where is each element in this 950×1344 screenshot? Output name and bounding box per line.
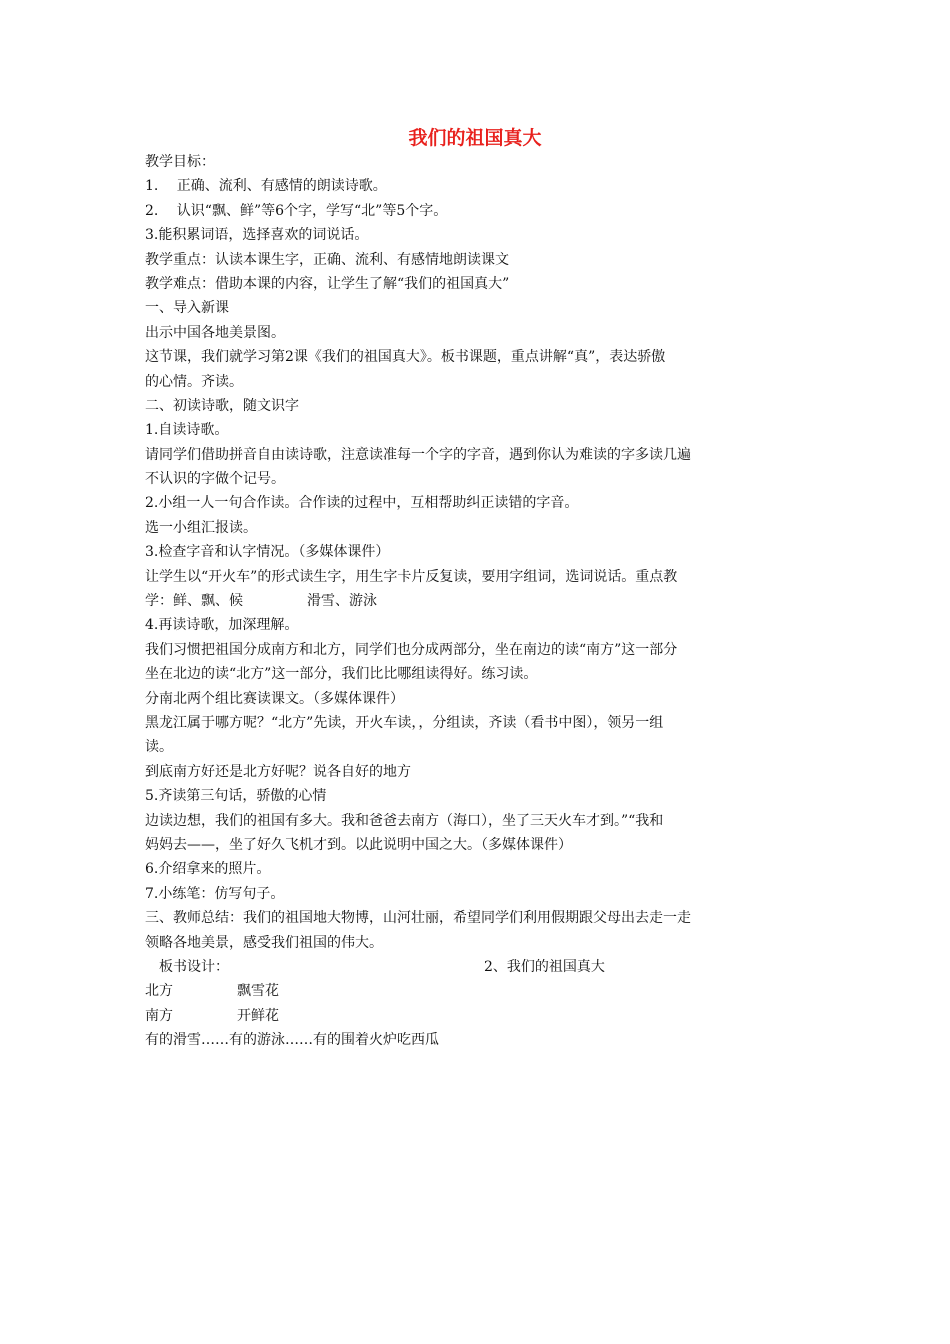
board-last-line: 有的滑雪……有的游泳……有的围着火炉吃西瓜: [145, 1032, 439, 1049]
text-line: 出示中国各地美景图。: [145, 324, 285, 341]
text-line: 读。: [145, 739, 173, 756]
text-line: 领略各地美景，感受我们祖国的伟大。: [145, 934, 383, 951]
board-header-line: [145, 955, 810, 979]
text-line: 教学难点：借助本课的内容，让学生了解“我们的祖国真大”: [145, 275, 510, 292]
text-line: 7.小练笔：仿写句子。: [145, 885, 285, 902]
text-line: 坐在北边的读“北方”这一部分，我们比比哪组读得好。练习读。: [145, 666, 538, 683]
text-line: 我们习惯把祖国分成南方和北方，同学们也分成两部分，坐在南边的读“南方”这一部分: [145, 641, 678, 658]
board-row-left: 北方: [145, 983, 173, 1000]
text-line: 到底南方好还是北方好呢？说各自好的地方: [145, 763, 411, 780]
text-line: 3.能积累词语，选择喜欢的词说话。: [145, 227, 369, 244]
text-line: 这节课，我们就学习第2课《我们的祖国真大》。板书课题，重点讲解“真”，表达骄傲: [145, 349, 666, 366]
document-title: 我们的祖国真大: [408, 127, 542, 149]
text-line: 妈妈去——，坐了好久飞机才到。以此说明中国之大。（多媒体课件）: [145, 836, 572, 853]
text-line: 分南北两个组比赛读课文。（多媒体课件）: [145, 690, 404, 707]
text-line: 3.检查字音和认字情况。（多媒体课件）: [145, 544, 390, 561]
board-row: [145, 1004, 810, 1028]
text-line: 5.齐读第三句话，骄傲的心情: [145, 788, 327, 805]
text-line: 2. 认识“飘、鲜”等6个字，学写“北”等5个字。: [145, 202, 448, 219]
text-line: 让学生以“开火车”的形式读生字，用生字卡片反复读，要用字组词，选词说话。重点教: [145, 568, 678, 585]
key-words-a: 学：鲜、飘、候: [145, 593, 243, 610]
text-line: 教学目标：: [145, 154, 215, 170]
text-line: 教学重点：认读本课生字，正确、流利、有感情地朗读课文: [145, 251, 509, 268]
text-line: 一、导入新课: [145, 300, 229, 317]
text-line: 不认识的字做个记号。: [145, 471, 285, 488]
text-line: 选一小组汇报读。: [145, 519, 257, 536]
text-line: 的心情。齐读。: [145, 373, 243, 390]
text-line: 1.自读诗歌。: [145, 422, 229, 439]
board-row-left: 南方: [145, 1007, 173, 1024]
board-label: 板书设计：: [159, 958, 229, 975]
board-heading: 2、我们的祖国真大: [484, 958, 605, 975]
key-words-b: 滑雪、游泳: [307, 593, 377, 610]
text-line: 黑龙江属于哪方呢？“北方”先读，开火车读，，分组读，齐读（看书中图），领另一组: [145, 714, 664, 731]
text-line: 二、初读诗歌，随文识字: [145, 397, 299, 414]
text-line: 4.再读诗歌，加深理解。: [145, 617, 299, 634]
board-row-right: 开鲜花: [237, 1007, 279, 1024]
text-line: 6.介绍拿来的照片。: [145, 861, 271, 878]
board-row: [145, 979, 810, 1003]
text-line: 边读边想，我们的祖国有多大。我和爸爸去南方（海口），坐了三天火车才到。”“我和: [145, 812, 664, 829]
text-line: 1. 正确、流利、有感情的朗读诗歌。: [145, 178, 387, 195]
key-words-line: [145, 589, 810, 613]
text-line: 2.小组一人一句合作读。合作读的过程中，互相帮助纠正读错的字音。: [145, 495, 579, 512]
board-row-right: 飘雪花: [237, 983, 279, 1000]
text-line: 三、教师总结：我们的祖国地大物博，山河壮丽，希望同学们利用假期跟父母出去走一走: [145, 910, 691, 927]
text-line: 请同学们借助拼音自由读诗歌，注意读准每一个字的字音，遇到你认为难读的字多读几遍: [145, 446, 691, 463]
document-body: [145, 150, 810, 1052]
